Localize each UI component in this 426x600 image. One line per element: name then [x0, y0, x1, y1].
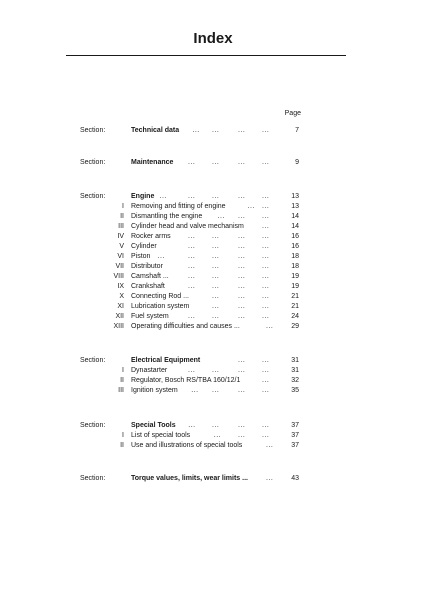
page-number: 9: [295, 159, 299, 166]
index-entry: [0, 431, 426, 441]
leader-dots: ...: [262, 283, 270, 290]
leader-dots: ...: [192, 127, 200, 134]
title-divider: [66, 55, 346, 56]
section-label: Section:: [80, 357, 106, 364]
page-number: 18: [291, 263, 299, 270]
section-title: Electrical Equipment: [131, 357, 201, 364]
leader-dots: ...: [238, 387, 246, 394]
chapter-title: Lubrication system: [131, 303, 190, 310]
leader-dots: ...: [212, 387, 220, 394]
leader-dots: ...: [238, 367, 246, 374]
chapter-title: Cylinder: [131, 243, 157, 250]
leader-dots: ...: [212, 313, 220, 320]
chapter-title: Rocker arms: [131, 233, 171, 240]
leader-dots: ...: [262, 422, 270, 429]
page-number: 37: [291, 442, 299, 449]
leader-dots: ...: [262, 432, 270, 439]
index-entry: [0, 126, 426, 136]
leader-dots: ...: [212, 283, 220, 290]
leader-dots: ...: [262, 367, 270, 374]
leader-dots: ...: [191, 387, 199, 394]
page-number: 19: [291, 283, 299, 290]
leader-dots: ...: [212, 367, 220, 374]
leader-dots: ...: [188, 253, 196, 260]
index-entry: [0, 202, 426, 212]
page-number: 7: [295, 127, 299, 134]
chapter-numeral: IX: [117, 283, 124, 290]
chapter-numeral: II: [120, 377, 124, 384]
leader-dots: ...: [238, 159, 246, 166]
chapter-title: Fuel system: [131, 313, 169, 320]
leader-dots: ...: [262, 159, 270, 166]
leader-dots: ...: [238, 213, 246, 220]
index-entry: [0, 474, 426, 484]
chapter-title: Use and illustrations of special tools: [131, 442, 243, 449]
index-entry: [0, 441, 426, 451]
index-entry: [0, 158, 426, 168]
index-entry: [0, 242, 426, 252]
chapter-title: Piston: [131, 253, 151, 260]
leader-dots: ...: [212, 263, 220, 270]
chapter-title: Cylinder head and valve mechanism: [131, 223, 244, 230]
leader-dots: ...: [188, 422, 196, 429]
leader-dots: ...: [262, 273, 270, 280]
chapter-title: Operating difficulties and causes ...: [131, 323, 240, 330]
leader-dots: ...: [238, 263, 246, 270]
index-section: [0, 421, 426, 451]
page-number: 13: [291, 203, 299, 210]
leader-dots: ...: [212, 253, 220, 260]
leader-dots: ...: [262, 303, 270, 310]
leader-dots: ...: [238, 293, 246, 300]
leader-dots: ...: [217, 213, 225, 220]
chapter-title: Dismantling the engine: [131, 213, 203, 220]
page-number: 19: [291, 273, 299, 280]
chapter-title: Distributor: [131, 263, 163, 270]
chapter-numeral: VII: [115, 263, 124, 270]
leader-dots: ...: [188, 273, 196, 280]
leader-dots: ...: [262, 243, 270, 250]
leader-dots: ...: [247, 203, 255, 210]
index-section: [0, 474, 426, 484]
page-number: 31: [291, 357, 299, 364]
chapter-numeral: II: [120, 213, 124, 220]
page-number: 31: [291, 367, 299, 374]
leader-dots: ...: [238, 253, 246, 260]
leader-dots: ...: [212, 193, 220, 200]
leader-dots: ...: [262, 223, 270, 230]
leader-dots: ...: [159, 193, 167, 200]
leader-dots: ...: [238, 127, 246, 134]
leader-dots: ...: [188, 313, 196, 320]
page-number: 16: [291, 243, 299, 250]
page-number: 18: [291, 253, 299, 260]
leader-dots: ...: [262, 193, 270, 200]
leader-dots: ...: [238, 313, 246, 320]
leader-dots: ...: [262, 253, 270, 260]
leader-dots: ...: [266, 442, 274, 449]
leader-dots: ...: [212, 273, 220, 280]
page-number: 43: [291, 475, 299, 482]
page-number: 37: [291, 432, 299, 439]
index-entry: [0, 252, 426, 262]
leader-dots: ...: [238, 303, 246, 310]
section-title: Torque values, limits, wear limits ...: [131, 475, 248, 482]
leader-dots: ...: [212, 159, 220, 166]
page-number: 21: [291, 303, 299, 310]
chapter-numeral: II: [120, 442, 124, 449]
leader-dots: ...: [238, 193, 246, 200]
index-entry: [0, 192, 426, 202]
leader-dots: ...: [188, 263, 196, 270]
index-entry: [0, 292, 426, 302]
chapter-numeral: VI: [117, 253, 124, 260]
chapter-numeral: I: [122, 367, 124, 374]
leader-dots: ...: [212, 422, 220, 429]
leader-dots: ...: [238, 243, 246, 250]
leader-dots: ...: [262, 313, 270, 320]
chapter-numeral: IV: [117, 233, 124, 240]
leader-dots: ...: [262, 377, 270, 384]
chapter-title: List of special tools: [131, 432, 191, 439]
leader-dots: ...: [213, 432, 222, 439]
index-section: [0, 126, 426, 136]
leader-dots: ...: [212, 293, 220, 300]
section-title: Special Tools: [131, 422, 176, 429]
index-entry: [0, 322, 426, 332]
chapter-numeral: XI: [117, 303, 124, 310]
leader-dots: ...: [262, 233, 270, 240]
index-entry: [0, 356, 426, 366]
leader-dots: ...: [212, 233, 220, 240]
leader-dots: ...: [262, 357, 270, 364]
chapter-numeral: X: [119, 293, 124, 300]
leader-dots: ...: [238, 432, 246, 439]
chapter-title: Crankshaft: [131, 283, 165, 290]
chapter-title: Dynastarter: [131, 367, 168, 374]
chapter-numeral: III: [118, 387, 124, 394]
page-number: 24: [291, 313, 299, 320]
section-label: Section:: [80, 159, 106, 166]
chapter-numeral: XIII: [113, 323, 124, 330]
section-label: Section:: [80, 127, 106, 134]
chapter-title: Camshaft ...: [131, 273, 169, 280]
index-entry: [0, 272, 426, 282]
index-entry: [0, 222, 426, 232]
chapter-numeral: VIII: [113, 273, 124, 280]
leader-dots: ...: [262, 293, 270, 300]
chapter-title: Regulator, Bosch RS/TBA 160/12/1: [131, 377, 241, 384]
leader-dots: ...: [262, 213, 270, 220]
index-entry: [0, 262, 426, 272]
leader-dots: ...: [212, 243, 220, 250]
chapter-numeral: III: [118, 223, 124, 230]
chapter-numeral: XII: [115, 313, 124, 320]
leader-dots: ...: [262, 263, 270, 270]
section-title: Maintenance: [131, 159, 174, 166]
page-number: 14: [291, 213, 299, 220]
index-entry: [0, 282, 426, 292]
section-label: Section:: [80, 193, 106, 200]
leader-dots: ...: [238, 233, 246, 240]
index-entry: [0, 312, 426, 322]
index-section: [0, 192, 426, 332]
leader-dots: ...: [188, 193, 196, 200]
chapter-numeral: V: [119, 243, 124, 250]
page-title: Index: [193, 30, 233, 47]
section-label: Section:: [80, 475, 106, 482]
index-entry: [0, 232, 426, 242]
section-label: Section:: [80, 422, 106, 429]
leader-dots: ...: [212, 127, 220, 134]
page-number: 32: [291, 377, 299, 384]
leader-dots: ...: [266, 475, 274, 482]
page-number: 35: [291, 387, 299, 394]
leader-dots: ...: [157, 253, 165, 260]
leader-dots: ...: [266, 323, 274, 330]
section-title: Technical data: [131, 127, 180, 134]
page-number: 13: [291, 193, 299, 200]
chapter-numeral: I: [122, 432, 124, 439]
index-entry: [0, 386, 426, 396]
leader-dots: ...: [188, 283, 196, 290]
chapter-title: Ignition system: [131, 387, 178, 394]
page-number: 29: [291, 323, 299, 330]
leader-dots: ...: [238, 422, 246, 429]
leader-dots: ...: [238, 273, 246, 280]
section-title: Engine: [131, 193, 155, 200]
index-entry: [0, 421, 426, 431]
leader-dots: ...: [262, 127, 270, 134]
chapter-title: Connecting Rod ...: [131, 293, 189, 300]
index-section: [0, 158, 426, 168]
page-number: 21: [291, 293, 299, 300]
page-number: 37: [291, 422, 299, 429]
leader-dots: ...: [188, 243, 196, 250]
page-number: 16: [291, 233, 299, 240]
chapter-numeral: I: [122, 203, 124, 210]
leader-dots: ...: [188, 367, 196, 374]
chapter-title: Removing and fitting of engine: [131, 203, 226, 210]
leader-dots: ...: [188, 159, 196, 166]
page-column-header: Page: [284, 110, 301, 117]
index-entry: [0, 212, 426, 222]
leader-dots: ...: [212, 303, 220, 310]
leader-dots: ...: [238, 357, 246, 364]
index-entry: [0, 366, 426, 376]
leader-dots: ...: [262, 203, 270, 210]
leader-dots: ...: [238, 283, 246, 290]
index-section: [0, 356, 426, 396]
leader-dots: ...: [188, 233, 196, 240]
leader-dots: ...: [262, 387, 270, 394]
index-entry: [0, 376, 426, 386]
page-number: 14: [291, 223, 299, 230]
index-entry: [0, 302, 426, 312]
